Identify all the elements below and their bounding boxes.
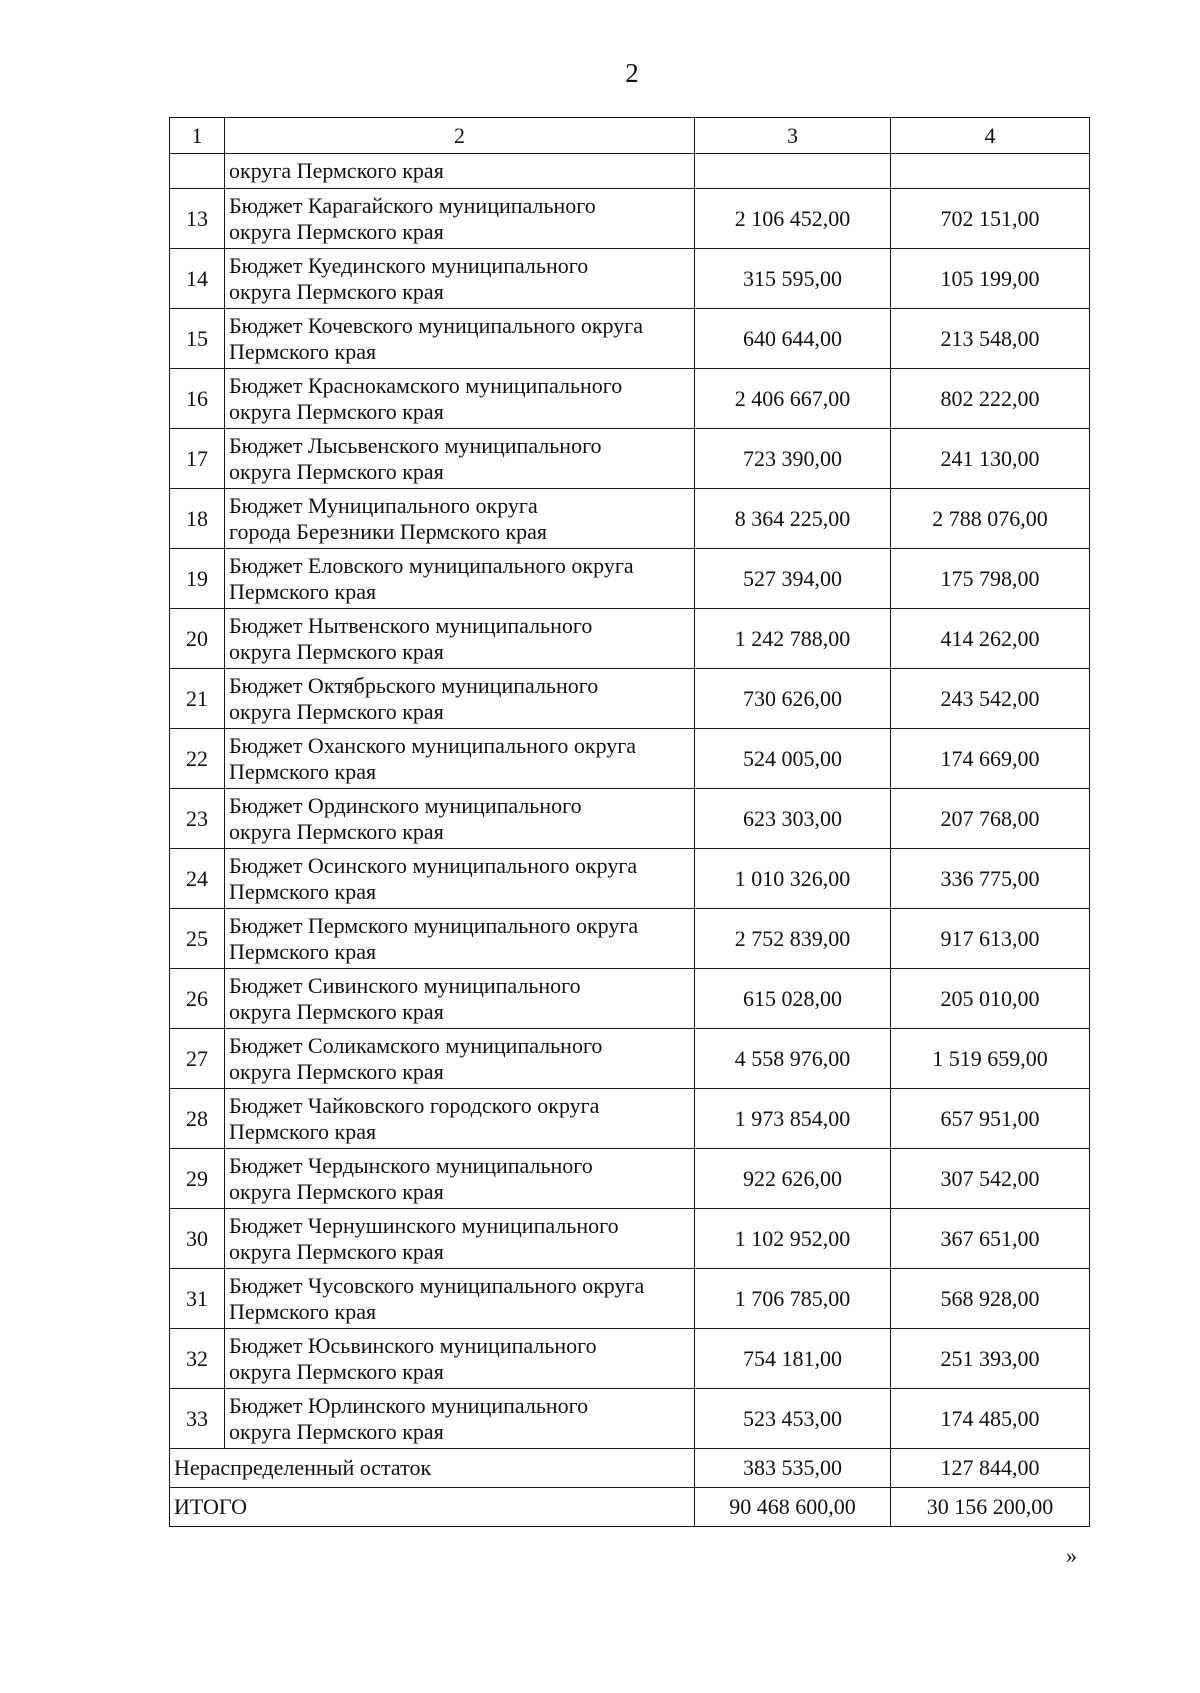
- amount-col4: 702 151,00: [891, 189, 1090, 249]
- amount-col4: 657 951,00: [891, 1089, 1090, 1149]
- budget-name: [225, 489, 695, 549]
- budget-name-line-1: Бюджет Чайковского городского округа: [229, 1092, 600, 1118]
- budget-name-line-1: Бюджет Куединского муниципального: [229, 252, 589, 278]
- row-number: 16: [170, 369, 225, 429]
- amount-col3: 1 973 854,00: [695, 1089, 891, 1149]
- budget-name-line-1: Бюджет Юсьвинского муниципального: [229, 1332, 597, 1358]
- budget-name: [225, 969, 695, 1029]
- amount-col3: 1 706 785,00: [695, 1269, 891, 1329]
- total-row: [170, 1488, 1090, 1527]
- continuation-col3-cell: [695, 154, 891, 189]
- table-row: [170, 189, 1090, 249]
- budget-name: [225, 1149, 695, 1209]
- budget-name: [225, 1389, 695, 1449]
- table-row: [170, 1149, 1090, 1209]
- table-row: [170, 1389, 1090, 1449]
- row-number: 18: [170, 489, 225, 549]
- budget-name-line-2: округа Пермского края: [229, 1358, 444, 1384]
- budget-name: [225, 729, 695, 789]
- budget-name-line-1: Бюджет Оханского муниципального округа: [229, 732, 637, 758]
- row-number: 14: [170, 249, 225, 309]
- amount-col4: 251 393,00: [891, 1329, 1090, 1389]
- budget-name-line-2: округа Пермского края: [229, 278, 444, 304]
- table-row: [170, 1029, 1090, 1089]
- budget-name-line-1: Бюджет Еловского муниципального округа: [229, 552, 634, 578]
- unallocated-row: [170, 1449, 1090, 1488]
- budget-name: [225, 249, 695, 309]
- amount-col4: 105 199,00: [891, 249, 1090, 309]
- table-row: [170, 1089, 1090, 1149]
- amount-col3: 754 181,00: [695, 1329, 891, 1389]
- budget-name: [225, 369, 695, 429]
- continuation-name-cell: округа Пермского края: [225, 154, 695, 189]
- amount-col4: 917 613,00: [891, 909, 1090, 969]
- row-number: 32: [170, 1329, 225, 1389]
- budget-name-line-2: округа Пермского края: [229, 218, 444, 244]
- table-row: [170, 909, 1090, 969]
- budget-name-line-2: округа Пермского края: [229, 398, 444, 424]
- budget-name-line-2: округа Пермского края: [229, 1178, 444, 1204]
- budget-name-line-2: Пермского края: [229, 938, 377, 964]
- budget-name-line-1: Бюджет Ординского муниципального: [229, 792, 582, 818]
- table-row: [170, 669, 1090, 729]
- budget-name-line-1: Бюджет Чусовского муниципального округа: [229, 1272, 645, 1298]
- budget-name: [225, 309, 695, 369]
- budget-name-line-1: Бюджет Нытвенского муниципального: [229, 612, 593, 638]
- continuation-row: [170, 154, 1090, 189]
- budget-name-line-1: Бюджет Осинского муниципального округа: [229, 852, 638, 878]
- budget-name-line-2: Пермского края: [229, 758, 377, 784]
- budget-name-line-2: Пермского края: [229, 578, 377, 604]
- amount-col3: 1 242 788,00: [695, 609, 891, 669]
- amount-col3: 723 390,00: [695, 429, 891, 489]
- budget-name-line-1: Бюджет Октябрьского муниципального: [229, 672, 599, 698]
- continuation-num-cell: [170, 154, 225, 189]
- row-number: 13: [170, 189, 225, 249]
- row-number: 25: [170, 909, 225, 969]
- budget-name: [225, 1209, 695, 1269]
- amount-col3: 4 558 976,00: [695, 1029, 891, 1089]
- table-body: [170, 118, 1090, 1527]
- budget-name-line-1: Бюджет Кочевского муниципального округа: [229, 312, 644, 338]
- amount-col4: 207 768,00: [891, 789, 1090, 849]
- budget-name-line-1: Бюджет Чернушинского муниципального: [229, 1212, 619, 1238]
- budget-name-line-2: округа Пермского края: [229, 698, 444, 724]
- amount-col3: 524 005,00: [695, 729, 891, 789]
- amount-col4: 213 548,00: [891, 309, 1090, 369]
- budget-distribution-table: [169, 117, 1090, 1527]
- budget-name: [225, 429, 695, 489]
- continuation-col4-cell: [891, 154, 1090, 189]
- column-header-4: 4: [891, 118, 1090, 154]
- table-row: [170, 1329, 1090, 1389]
- amount-col4: 802 222,00: [891, 369, 1090, 429]
- budget-name: [225, 1329, 695, 1389]
- budget-name: [225, 1029, 695, 1089]
- row-number: 24: [170, 849, 225, 909]
- amount-col4: 568 928,00: [891, 1269, 1090, 1329]
- table-row: [170, 309, 1090, 369]
- row-number: 27: [170, 1029, 225, 1089]
- row-number: 26: [170, 969, 225, 1029]
- budget-name-line-1: Бюджет Соликамского муниципального: [229, 1032, 603, 1058]
- table-row: [170, 369, 1090, 429]
- page-number: 2: [625, 58, 639, 88]
- table-row: [170, 489, 1090, 549]
- budget-name-line-1: Бюджет Краснокамского муниципального: [229, 372, 623, 398]
- amount-col3: 2 106 452,00: [695, 189, 891, 249]
- column-header-1: 1: [170, 118, 225, 154]
- column-number-header-row: [170, 118, 1090, 154]
- budget-name: [225, 789, 695, 849]
- budget-name: [225, 189, 695, 249]
- closing-quote-mark: »: [1066, 1543, 1077, 1568]
- amount-col3: 1 102 952,00: [695, 1209, 891, 1269]
- table-row: [170, 849, 1090, 909]
- row-number: 30: [170, 1209, 225, 1269]
- budget-name: [225, 609, 695, 669]
- row-number: 15: [170, 309, 225, 369]
- budget-name-line-2: города Березники Пермского края: [229, 518, 548, 544]
- total-col4: 30 156 200,00: [891, 1488, 1090, 1527]
- amount-col4: 205 010,00: [891, 969, 1090, 1029]
- unallocated-col4: 127 844,00: [891, 1449, 1090, 1488]
- amount-col4: 414 262,00: [891, 609, 1090, 669]
- column-header-2: 2: [225, 118, 695, 154]
- budget-name-line-2: округа Пермского края: [229, 1238, 444, 1264]
- budget-name-line-2: Пермского края: [229, 338, 377, 364]
- row-number: 33: [170, 1389, 225, 1449]
- budget-name-line-1: Бюджет Лысьвенского муниципального: [229, 432, 602, 458]
- budget-name-line-2: округа Пермского края: [229, 458, 444, 484]
- amount-col4: 241 130,00: [891, 429, 1090, 489]
- budget-name: [225, 549, 695, 609]
- row-number: 31: [170, 1269, 225, 1329]
- amount-col3: 640 644,00: [695, 309, 891, 369]
- amount-col3: 315 595,00: [695, 249, 891, 309]
- budget-name-line-1: Бюджет Пермского муниципального округа: [229, 912, 639, 938]
- budget-name: [225, 849, 695, 909]
- amount-col4: 1 519 659,00: [891, 1029, 1090, 1089]
- unallocated-label: Нераспределенный остаток: [170, 1449, 695, 1488]
- budget-name-line-2: округа Пермского края: [229, 1058, 444, 1084]
- table-row: [170, 1269, 1090, 1329]
- amount-col4: 307 542,00: [891, 1149, 1090, 1209]
- amount-col3: 527 394,00: [695, 549, 891, 609]
- table-row: [170, 969, 1090, 1029]
- budget-name-line-2: Пермского края: [229, 1298, 377, 1324]
- row-number: 23: [170, 789, 225, 849]
- amount-col4: 174 669,00: [891, 729, 1090, 789]
- budget-name-line-2: Пермского края: [229, 1118, 377, 1144]
- row-number: 22: [170, 729, 225, 789]
- budget-name-line-2: округа Пермского края: [229, 1418, 444, 1444]
- budget-name: [225, 1089, 695, 1149]
- row-number: 29: [170, 1149, 225, 1209]
- budget-name-line-1: Бюджет Сивинского муниципального: [229, 972, 581, 998]
- total-col3: 90 468 600,00: [695, 1488, 891, 1527]
- amount-col4: 175 798,00: [891, 549, 1090, 609]
- row-number: 28: [170, 1089, 225, 1149]
- amount-col3: 922 626,00: [695, 1149, 891, 1209]
- table-row: [170, 429, 1090, 489]
- table-row: [170, 549, 1090, 609]
- table-row: [170, 249, 1090, 309]
- total-label: ИТОГО: [170, 1488, 695, 1527]
- amount-col4: 243 542,00: [891, 669, 1090, 729]
- amount-col3: 523 453,00: [695, 1389, 891, 1449]
- table-row: [170, 789, 1090, 849]
- amount-col3: 2 406 667,00: [695, 369, 891, 429]
- row-number: 19: [170, 549, 225, 609]
- table-row: [170, 729, 1090, 789]
- column-header-3: 3: [695, 118, 891, 154]
- row-number: 20: [170, 609, 225, 669]
- budget-name-line-1: Бюджет Юрлинского муниципального: [229, 1392, 589, 1418]
- amount-col3: 8 364 225,00: [695, 489, 891, 549]
- budget-name: [225, 669, 695, 729]
- budget-name: [225, 1269, 695, 1329]
- budget-name-line-2: округа Пермского края: [229, 638, 444, 664]
- row-number: 17: [170, 429, 225, 489]
- table-row: [170, 609, 1090, 669]
- budget-name-line-2: Пермского края: [229, 878, 377, 904]
- amount-col3: 2 752 839,00: [695, 909, 891, 969]
- budget-name: [225, 909, 695, 969]
- budget-name-line-2: округа Пермского края: [229, 998, 444, 1024]
- budget-name-line-1: Бюджет Чердынского муниципального: [229, 1152, 593, 1178]
- budget-name-line-1: Бюджет Карагайского муниципального: [229, 192, 596, 218]
- budget-name-line-1: Бюджет Муниципального округа: [229, 492, 538, 518]
- row-number: 21: [170, 669, 225, 729]
- amount-col4: 174 485,00: [891, 1389, 1090, 1449]
- budget-name-line-2: округа Пермского края: [229, 818, 444, 844]
- unallocated-col3: 383 535,00: [695, 1449, 891, 1488]
- amount-col4: 2 788 076,00: [891, 489, 1090, 549]
- amount-col4: 367 651,00: [891, 1209, 1090, 1269]
- amount-col3: 1 010 326,00: [695, 849, 891, 909]
- amount-col3: 615 028,00: [695, 969, 891, 1029]
- amount-col3: 623 303,00: [695, 789, 891, 849]
- table-row: [170, 1209, 1090, 1269]
- amount-col3: 730 626,00: [695, 669, 891, 729]
- amount-col4: 336 775,00: [891, 849, 1090, 909]
